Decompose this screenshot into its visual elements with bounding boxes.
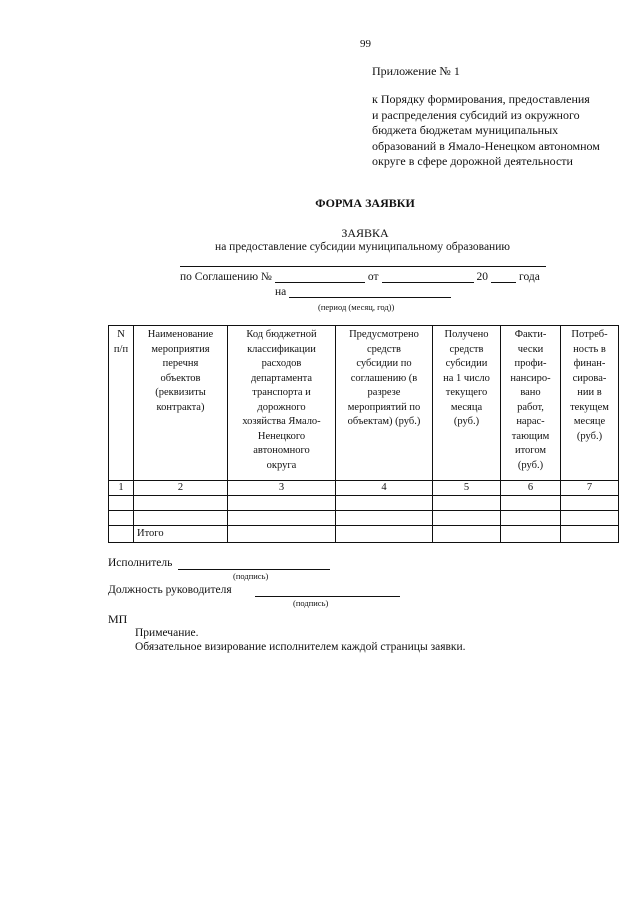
- appendix-line: образований в Ямало-Ненецком автономном: [372, 138, 600, 153]
- table-header-row: [109, 326, 619, 481]
- table-cell: [561, 496, 619, 511]
- table-cell: [109, 526, 134, 543]
- header-received-amount: Получено средств субсидии на 1 число текущего месяца (руб.): [433, 326, 501, 481]
- appendix-line: бюджета бюджетам муниципальных: [372, 123, 559, 138]
- appendix-line: и распределения субсидий из окружного: [372, 107, 580, 122]
- appendix-line: к Порядку формирования, предоставления: [372, 92, 590, 106]
- column-number: 4: [336, 481, 433, 496]
- table-cell: [134, 511, 228, 526]
- column-number: 2: [134, 481, 228, 496]
- table-cell: [433, 511, 501, 526]
- executor-signature-blank: [178, 558, 330, 570]
- period-prefix: на: [275, 286, 287, 298]
- header-activity-name: Наименование мероприятия перечня объектов (реквизиты контракта): [134, 326, 228, 481]
- header-planned-amount: Предусмотрено средств субсидии по соглашению (в разрезе мероприятий по объектам) (руб.): [336, 326, 433, 481]
- agreement-date-label: от: [367, 271, 379, 283]
- manager-signature-hint: (подпись): [293, 598, 329, 608]
- column-number: 5: [433, 481, 501, 496]
- table-cell: [561, 511, 619, 526]
- column-number-row: [109, 481, 619, 496]
- manager-label: Должность руководителя: [108, 584, 232, 596]
- table-cell: [501, 526, 561, 543]
- application-title: ЗАЯВКА: [341, 226, 389, 240]
- appendix-title: Приложение № 1: [372, 64, 460, 78]
- total-row: [109, 526, 619, 543]
- header-financed-amount: Факти- чески профи- нансиро- вано работ, нарас- тающим итогом (руб.): [501, 326, 561, 481]
- application-subtitle: на предоставление субсидии муниципальному образованию: [215, 241, 510, 253]
- table-cell: [228, 496, 336, 511]
- table-cell: [228, 511, 336, 526]
- table-cell: [336, 511, 433, 526]
- municipality-blank-line: [180, 266, 546, 267]
- agreement-number-label: по Соглашению №: [180, 271, 272, 283]
- period-blank: [289, 286, 451, 298]
- appendix-reference: [372, 92, 600, 170]
- note-title: Примечание.: [135, 627, 199, 639]
- column-number: 7: [561, 481, 619, 496]
- column-number: 1: [109, 481, 134, 496]
- table-cell: [561, 526, 619, 543]
- table-cell: [109, 511, 134, 526]
- column-number: 3: [228, 481, 336, 496]
- table-cell: [336, 526, 433, 543]
- header-row-number: N п/п: [109, 326, 134, 481]
- table-row: [109, 496, 619, 511]
- table-cell: [109, 496, 134, 511]
- table-cell: [336, 496, 433, 511]
- period-hint: (период (месяц, год)): [318, 302, 395, 312]
- application-table: [108, 325, 619, 543]
- year-blank: [491, 271, 516, 283]
- agreement-date-blank: [382, 271, 474, 283]
- form-title: ФОРМА ЗАЯВКИ: [315, 196, 415, 210]
- period-line: [275, 286, 454, 298]
- total-label: Итого: [134, 526, 228, 543]
- executor-label: Исполнитель: [108, 557, 173, 569]
- note-text: Обязательное визирование исполнителем каждой страницы заявки.: [135, 641, 466, 653]
- executor-signature-hint: (подпись): [233, 571, 269, 581]
- header-current-need: Потреб- ность в финан- сирова- нии в текущем месяце (руб.): [561, 326, 619, 481]
- column-number: 6: [501, 481, 561, 496]
- header-budget-code: Код бюджетной классификации расходов департамента транспорта и дорожного хозяйства Ямало- Ненецкого автономного округа: [228, 326, 336, 481]
- manager-signature-blank: [255, 585, 400, 597]
- page-number: 99: [360, 38, 371, 50]
- table-cell: [501, 511, 561, 526]
- appendix-line: округе в сфере дорожной деятельности: [372, 154, 573, 169]
- year-suffix: года: [519, 271, 540, 283]
- table-cell: [433, 526, 501, 543]
- stamp-placeholder: МП: [108, 612, 128, 626]
- table-cell: [228, 526, 336, 543]
- table-cell: [134, 496, 228, 511]
- agreement-line: [180, 271, 543, 283]
- year-prefix: 20: [476, 271, 489, 283]
- agreement-number-blank: [275, 271, 365, 283]
- table-cell: [433, 496, 501, 511]
- table-row: [109, 511, 619, 526]
- table-cell: [501, 496, 561, 511]
